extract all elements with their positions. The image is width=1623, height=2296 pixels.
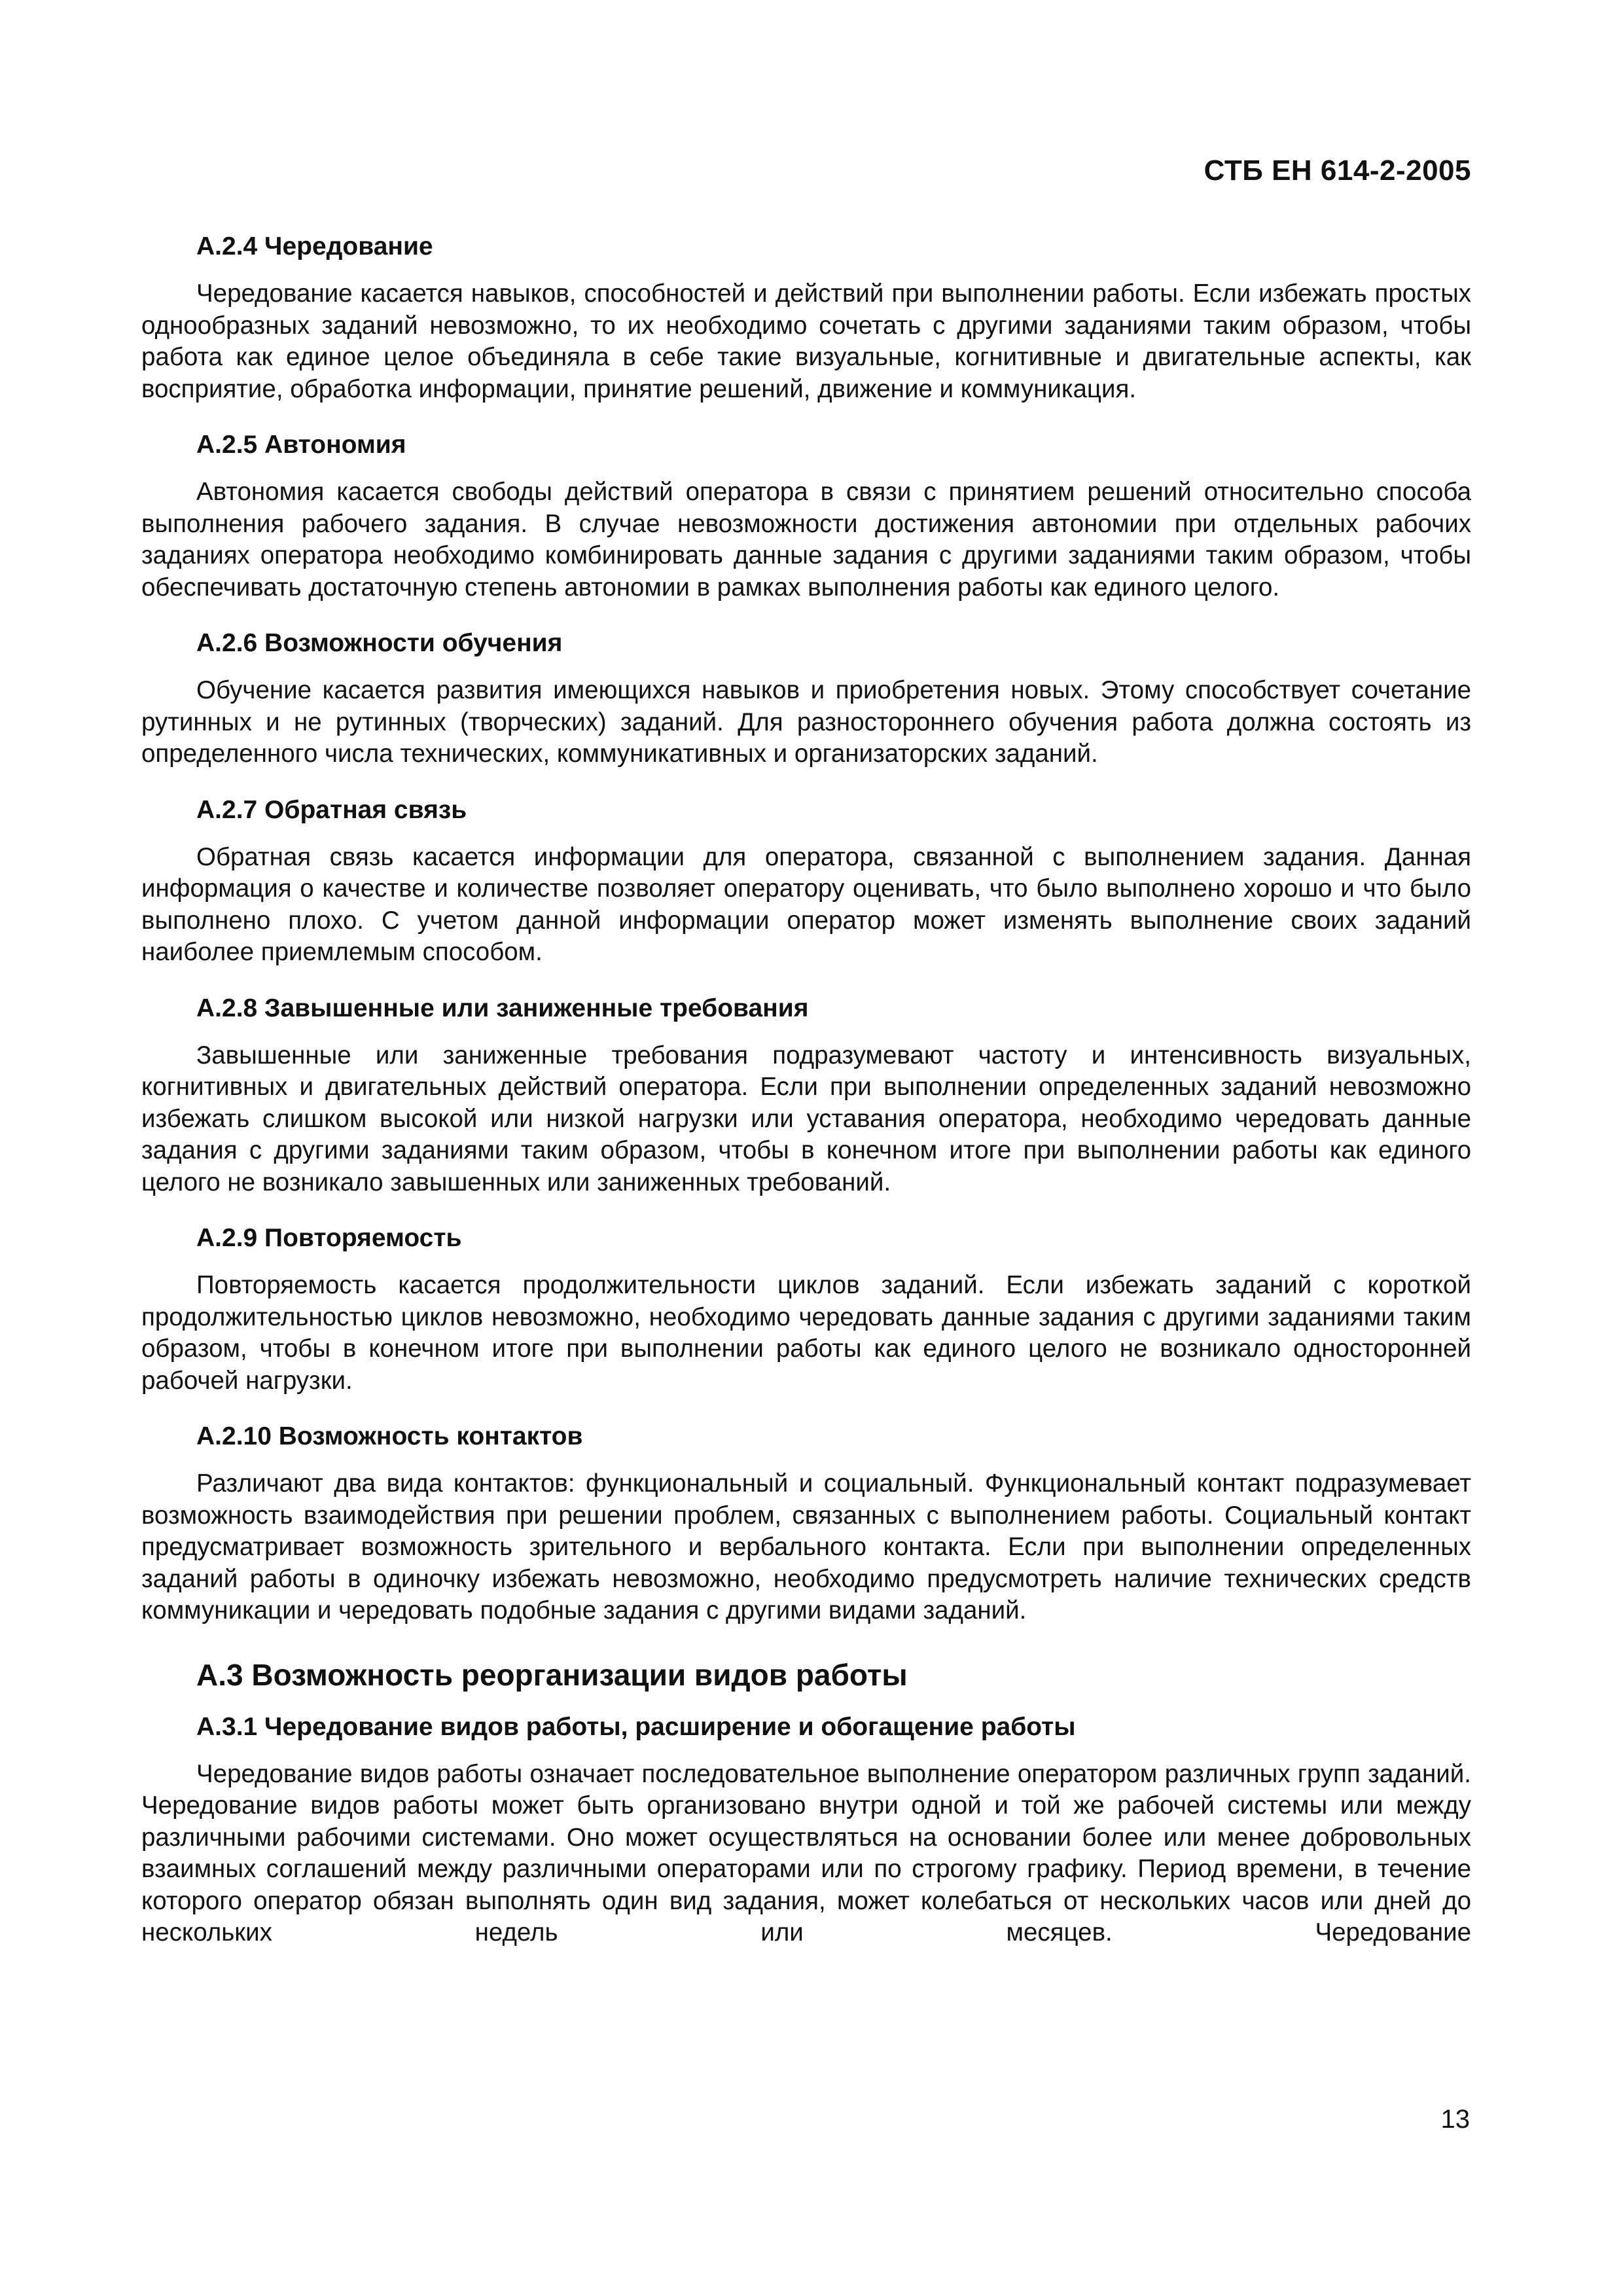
section-heading-a3: А.3 Возможность реорганизации видов работы xyxy=(196,1657,908,1692)
section-text-a25: Автономия касается свободы действий оператора в связи с принятием решений относительно способа выполнения рабочего задания. В случае невозможности достижения автономии при отдельных рабочих заданиях оператора необходимо комбинировать данные задания с другими заданиями таким образом, чтобы обеспечивать достаточную степень автономии в рамках выполнения работы как единого целого. xyxy=(141,478,1471,601)
section-heading-a27: А.2.7 Обратная связь xyxy=(196,795,467,824)
section-heading-a210: А.2.10 Возможность контактов xyxy=(196,1422,583,1450)
section-heading-a28: А.2.8 Завышенные или заниженные требования xyxy=(196,994,809,1022)
section-text-a31: Чередование видов работы означает последовательное выполнение оператором различных групп заданий. Чередование видов работы может быть организовано внутри одной и той же рабочей системы или между различными рабочими системами. Оно может осуществляться на основании более или менее добровольных взаимных соглашений между различными операторами или по строгому графику. Период времени, в течение которого оператор обязан выполнять один вид задания, может колебаться от нескольких часов или дней до нескольких недель или месяцев. Чередование xyxy=(141,1759,1471,1946)
section-heading-a29: А.2.9 Повторяемость xyxy=(196,1224,462,1252)
page-content xyxy=(141,230,1471,1949)
section-text-a24: Чередование касается навыков, способностей и действий при выполнении работы. Если избежать простых однообразных заданий невозможно, то их необходимо сочетать с другими заданиями таким образом, чтобы работа как единое целое объединяла в себе такие визуальные, когнитивные и двигательные аспекты, как восприятие, обработка информации, принятие решений, движение и коммуникация. xyxy=(141,279,1471,403)
section-heading-a31: А.3.1 Чередование видов работы, расширение и обогащение работы xyxy=(196,1712,1076,1741)
document-code: СТБ ЕН 614-2-2005 xyxy=(1204,154,1471,187)
page-number: 13 xyxy=(1440,2105,1470,2134)
section-text-a210: Различают два вида контактов: функциональный и социальный. Функциональный контакт подразумевает возможность взаимодействия при решении проблем, связанных с выполнением работы. Социальный контакт предусматривает возможность зрительного и вербального контакта. Если при выполнении определенных заданий работы в одиночку избежать невозможно, необходимо предусмотреть наличие технических средств коммуникации и чередовать подобные задания с другими видами заданий. xyxy=(141,1469,1471,1624)
section-text-a27: Обратная связь касается информации для оператора, связанной с выполнением задания. Данная информация о качестве и количестве позволяет оператору оценивать, что было выполнено хорошо и что было выполнено плохо. С учетом данной информации оператор может изменять выполнение своих заданий наиболее приемлемым способом. xyxy=(141,842,1471,966)
section-text-a26: Обучение касается развития имеющихся навыков и приобретения новых. Этому способствует сочетание рутинных и не рутинных (творческих) заданий. Для разностороннего обучения работа должна состоять из определенного числа технических, коммуникативных и организаторских заданий. xyxy=(141,676,1471,768)
section-heading-a24: А.2.4 Чередование xyxy=(196,232,433,260)
section-heading-a25: А.2.5 Автономия xyxy=(196,431,406,459)
section-text-a29: Повторяемость касается продолжительности циклов заданий. Если избежать заданий с короткой продолжительностью циклов невозможно, необходимо чередовать данные задания с другими заданиями таким образом, чтобы в конечном итоге при выполнении работы как единого целого не возникало односторонней рабочей нагрузки. xyxy=(141,1271,1471,1395)
section-text-a28: Завышенные или заниженные требования подразумевают частоту и интенсивность визуальных, когнитивных и двигательных действий оператора. Если при выполнении определенных заданий невозможно избежать слишком высокой или низкой нагрузки или уставания оператора, необходимо чередовать данные задания с другими заданиями таким образом, чтобы в конечном итоге при выполнении работы как единого целого не возникало завышенных или заниженных требований. xyxy=(141,1041,1471,1196)
section-heading-a26: А.2.6 Возможности обучения xyxy=(196,629,563,657)
